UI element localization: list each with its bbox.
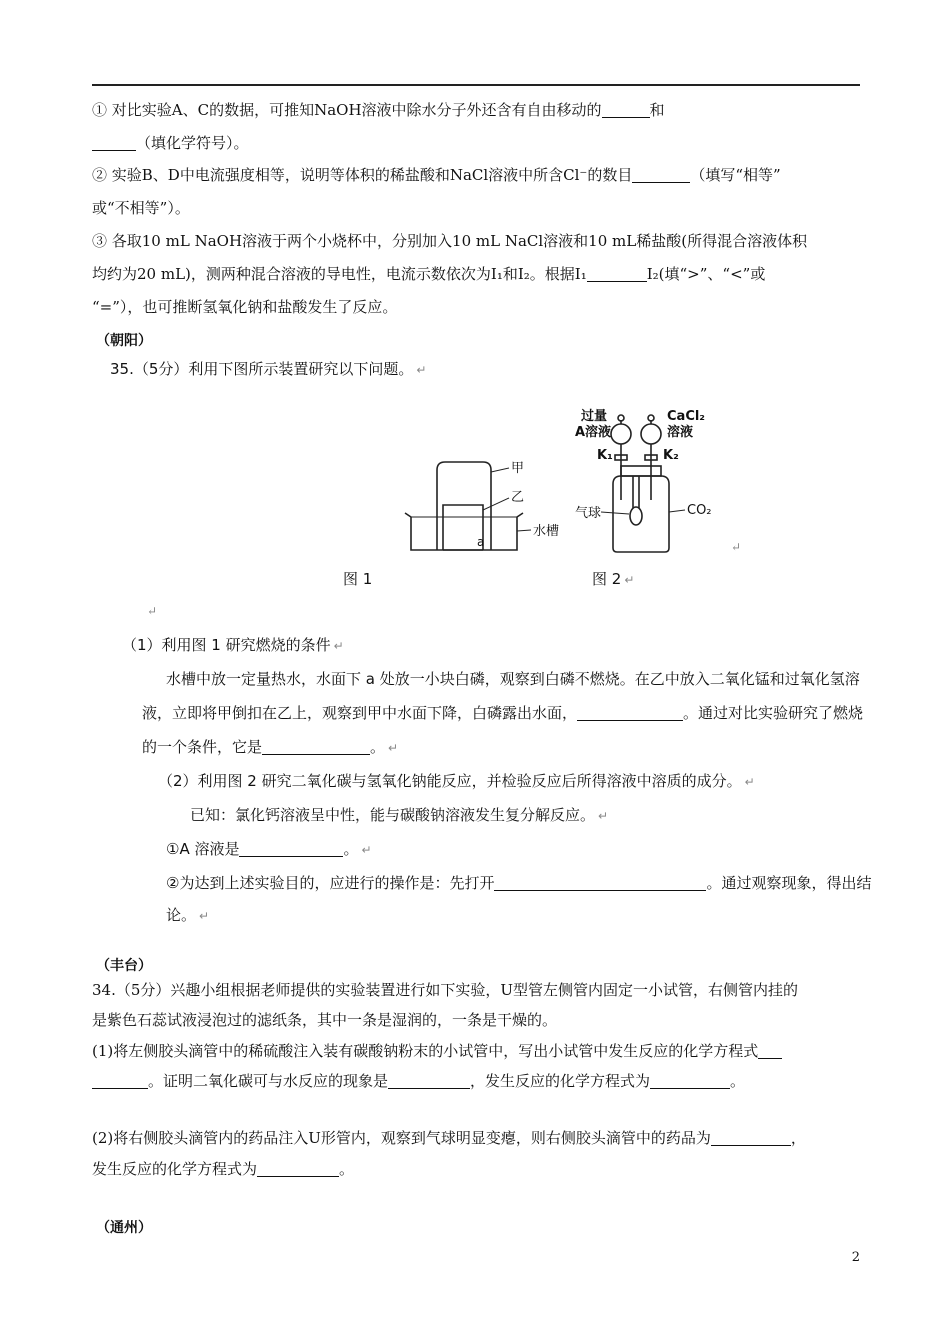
label-a: a — [477, 535, 485, 549]
q-prev-text-1: ① 对比实验A、C的数据，可推知NaOH溶液中除水分子外还含有自由移动的 — [92, 101, 602, 119]
paragraph-mark-icon: ↵ — [361, 843, 372, 857]
q34-text-6: 发生反应的化学方程式为 — [92, 1160, 258, 1178]
label-co2: CO₂ — [687, 503, 712, 518]
q35-part2-known — [190, 805, 608, 826]
q35-part2-q1-text: ①A 溶液是 — [166, 840, 240, 858]
q-prev-text-5: ③ 各取10 mL NaOH溶液于两个小烧杯中，分别加入10 mL NaCl溶液和10 mL稀盐酸(所得混合溶液体积 — [92, 232, 808, 250]
q-prev-line-6 — [92, 264, 765, 284]
paragraph-mark-icon: ↵ — [416, 363, 427, 377]
q-prev-line-3 — [92, 165, 781, 185]
q35-title — [110, 359, 426, 380]
q35-part2-title-text: （2）利用图 2 研究二氧化碳与氢氧化钠能反应，并检验反应后所得溶液中溶质的成分。 — [158, 772, 742, 790]
q-prev-line-2 — [92, 133, 249, 153]
water-trough — [405, 513, 523, 550]
paragraph-mark-icon: ↵ — [731, 540, 742, 554]
q-prev-text-2: （填化学符号）。 — [136, 134, 249, 152]
q34-text-4c: 。 — [730, 1072, 746, 1090]
figure-1-caption: 图 1 — [343, 570, 373, 588]
answer-blank[interactable] — [262, 738, 370, 755]
answer-blank[interactable] — [239, 840, 343, 857]
label-cacl2: CaCl₂ — [667, 409, 706, 424]
section-fengtai: （丰台） — [96, 958, 152, 974]
label-yi: 乙 — [511, 490, 525, 505]
q35-title-text: 35.（5分）利用下图所示装置研究以下问题。 — [110, 360, 414, 378]
q35-part1-text-2: 液，立即将甲倒扣在乙上，观察到甲中水面下降，白磷露出水面， — [142, 704, 578, 722]
q-prev-text-3-tail: （填写“相等” — [690, 166, 781, 184]
answer-blank[interactable] — [711, 1129, 791, 1146]
q34-line-6 — [92, 1159, 354, 1179]
q35-part2-q2-tail: 。通过观察现象，得出结 — [706, 874, 872, 892]
q35-part2-title — [158, 771, 755, 792]
q35-part2-q1 — [166, 839, 372, 860]
q35-part2-q2 — [166, 873, 871, 893]
answer-blank[interactable] — [602, 101, 650, 118]
q-prev-text-3: ② 实验B、D中电流强度相等，说明等体积的稀盐酸和NaCl溶液中所含Cl⁻的数目 — [92, 166, 633, 184]
paragraph-mark-icon: ↵ — [333, 639, 344, 653]
q34-text-4a: 。证明二氧化碳可与水反应的现象是 — [148, 1072, 389, 1090]
q34-text-4b: ，发生反应的化学方程式为 — [470, 1072, 651, 1090]
q-prev-text-6-tail: I₂(填“>”、“<”或 — [646, 265, 766, 283]
answer-blank[interactable] — [92, 1072, 148, 1089]
label-a-solution: A溶液 — [575, 425, 612, 440]
answer-blank[interactable] — [650, 1072, 730, 1089]
q35-part2-known-text: 已知：氯化钙溶液呈中性，能与碳酸钠溶液发生复分解反应。 — [190, 806, 596, 824]
q35-part2-q2-line-2 — [166, 905, 209, 926]
bottle-stopper — [621, 466, 661, 476]
q34-line-1: 34.（5分）兴趣小组根据老师提供的实验装置进行如下实验，U型管左侧管内固定一小试管，右侧管内挂的 — [92, 981, 799, 999]
q35-part2-q1-tail: 。 — [343, 840, 359, 858]
balloon — [630, 507, 642, 525]
q35-part2-q2-text-2: 论。 — [166, 906, 197, 924]
q-prev-line-4 — [92, 198, 190, 218]
q-prev-text-7: “=”），也可推断氢氧化钠和盐酸发生了反应。 — [92, 298, 398, 316]
paragraph-mark-icon: ↵ — [598, 809, 609, 823]
label-rongye: 溶液 — [667, 425, 694, 440]
q-prev-text-4: 或“不相等”）。 — [92, 199, 190, 217]
label-guoliang: 过量 — [581, 409, 608, 424]
q35-part1-line-3 — [142, 737, 398, 758]
q35-part1-line-2 — [142, 703, 863, 723]
answer-blank[interactable] — [494, 874, 706, 891]
answer-blank[interactable] — [92, 134, 136, 151]
label-shuicao: 水槽 — [533, 524, 560, 539]
q35-part1-title-text: （1）利用图 1 研究燃烧的条件 — [122, 636, 331, 654]
q34-line-5 — [92, 1128, 806, 1148]
paragraph-mark-icon: ↵ — [388, 741, 399, 755]
q35-part1-text-3-tail: 。 — [370, 738, 386, 756]
label-jia: 甲 — [511, 461, 525, 476]
funnel-right — [641, 424, 661, 444]
paragraph-mark-icon: ↵ — [744, 775, 755, 789]
answer-blank[interactable] — [632, 166, 690, 183]
paragraph-mark-icon: ↵ — [624, 573, 635, 587]
q-prev-line-1 — [92, 100, 665, 120]
label-qiqiu: 气球 — [575, 506, 602, 521]
q34-text-3: (1)将左侧胶头滴管中的稀硫酸注入装有碳酸钠粉末的小试管中，写出小试管中发生反应的化学方程式 — [92, 1042, 759, 1060]
apparatus-figure — [395, 400, 745, 560]
q35-part1-text-2-tail: 。通过对比实验研究了燃烧 — [683, 704, 864, 722]
q34-text-5: (2)将右侧胶头滴管内的药品注入U形管内，观察到气球明显变瘪，则右侧胶头滴管中的药品为 — [92, 1129, 711, 1147]
paragraph-mark-icon: ↵ — [147, 604, 158, 618]
q34-line-2: 是紫色石蕊试液浸泡过的滤纸条，其中一条是湿润的，一条是干燥的。 — [92, 1011, 558, 1029]
section-chaoyang: （朝阳） — [96, 333, 152, 349]
label-k2: K₂ — [663, 448, 679, 463]
answer-blank[interactable] — [257, 1160, 339, 1177]
q-prev-text-6: 均约为20 mL)，测两种混合溶液的导电性，电流示数依次为I₁和I₂。根据I₁ — [92, 265, 587, 283]
funnel-left — [611, 424, 631, 444]
q35-part1-line-1: 水槽中放一定量热水，水面下 a 处放一小块白磷，观察到白磷不燃烧。在乙中放入二氧化锰和过氧化氢溶 — [166, 670, 860, 688]
header-rule — [92, 84, 860, 86]
answer-blank[interactable] — [388, 1072, 470, 1089]
q-prev-line-7 — [92, 297, 397, 317]
q-prev-line-5 — [92, 231, 807, 251]
answer-blank[interactable] — [758, 1042, 782, 1059]
q-prev-and: 和 — [649, 101, 665, 119]
label-k1: K₁ — [597, 448, 613, 463]
q35-part2-q2-text: ②为达到上述实验目的，应进行的操作是：先打开 — [166, 874, 495, 892]
q34-line-4 — [92, 1071, 745, 1091]
paragraph-mark-icon: ↵ — [199, 909, 210, 923]
q35-part1-title — [122, 635, 344, 656]
answer-blank[interactable] — [577, 704, 683, 721]
q34-text-6-tail: 。 — [339, 1160, 355, 1178]
q34-text-5-tail: ， — [790, 1129, 806, 1147]
page-number: 2 — [851, 1250, 860, 1265]
figure-2-caption-text: 图 2 — [592, 570, 622, 588]
section-tongzhou: （通州） — [96, 1220, 152, 1236]
q35-part1-text-3: 的一个条件，它是 — [142, 738, 263, 756]
figure-2-caption — [592, 568, 634, 589]
q34-line-3 — [92, 1041, 782, 1061]
answer-blank[interactable] — [587, 265, 647, 282]
